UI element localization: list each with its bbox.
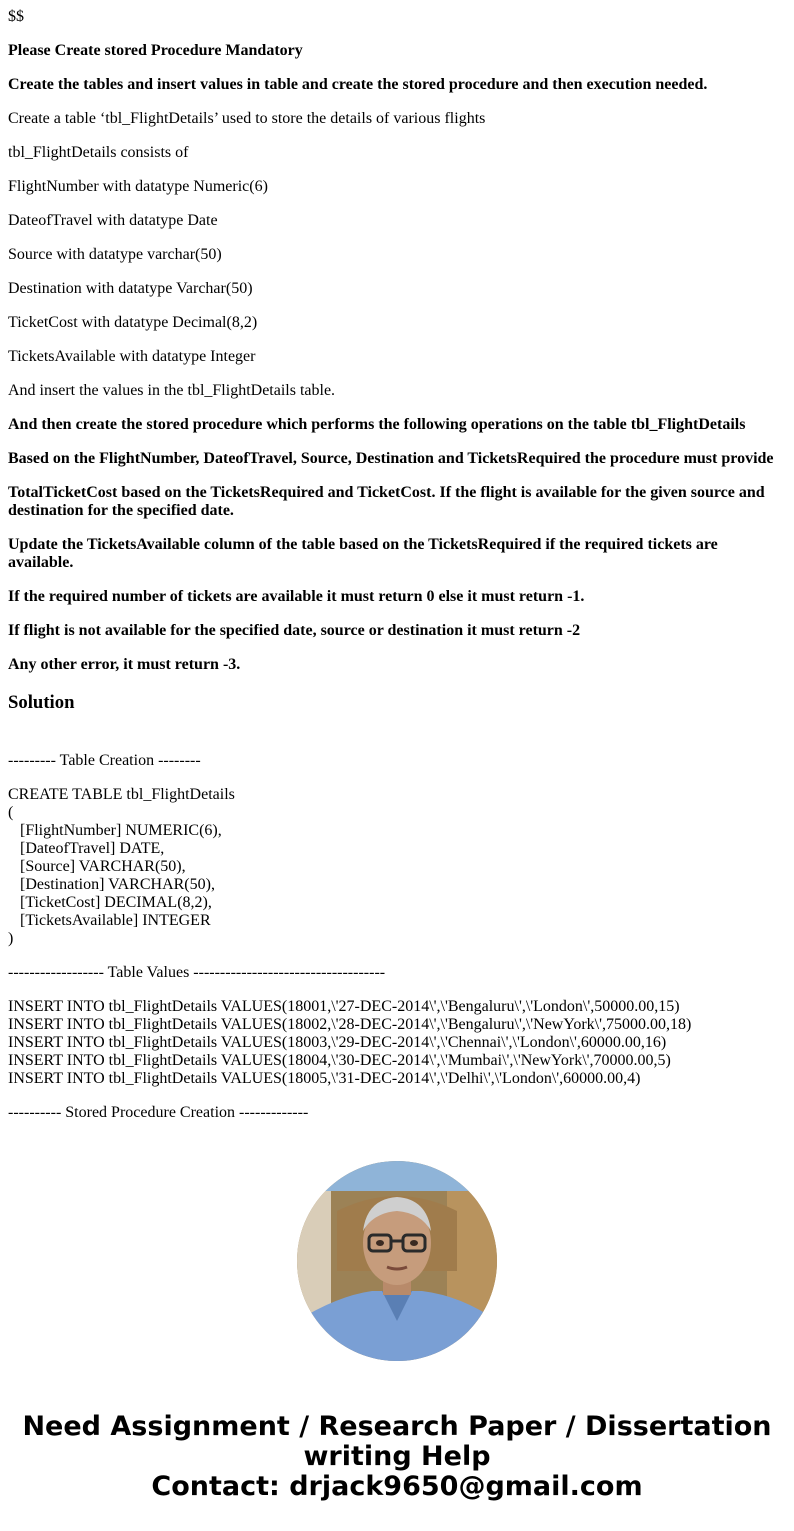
- sp-return-2: If flight is not available for the specified date, source or destination it must return -2: [8, 622, 581, 639]
- column-ticketcost: TicketCost with datatype Decimal(8,2): [8, 314, 258, 331]
- table-creation-label: --------- Table Creation --------: [8, 752, 201, 769]
- create-table-sql: CREATE TABLE tbl_FlightDetails ( [FlightNumber] NUMERIC(6), [DateofTravel] DATE, [Source] VARCHAR(50), [Destination] VARCHAR(50), [TicketCost] DECIMAL(8,2), [TicketsAvailable] INTEGER ): [8, 786, 235, 947]
- solution-heading: Solution: [8, 692, 75, 713]
- cta-line-3: Contact: drjack9650@gmail.com: [151, 1471, 643, 1502]
- sp-inputs: Based on the FlightNumber, DateofTravel, Source, Destination and TicketsRequired the procedure must provide: [8, 450, 774, 467]
- column-flightnumber: FlightNumber with datatype Numeric(6): [8, 178, 268, 195]
- avatar-portrait: [297, 1161, 497, 1361]
- column-ticketsavailable: TicketsAvailable with datatype Integer: [8, 348, 256, 365]
- sp-creation-label: ---------- Stored Procedure Creation -------------: [8, 1104, 309, 1121]
- sp-return-0: If the required number of tickets are available it must return 0 else it must return -1.: [8, 588, 585, 605]
- requirement-mandatory: Please Create stored Procedure Mandatory: [8, 42, 303, 59]
- contact-banner: [0, 1412, 794, 1502]
- doc-marker: $$: [8, 8, 24, 25]
- column-destination: Destination with datatype Varchar(50): [8, 280, 253, 297]
- sp-return-3: Any other error, it must return -3.: [8, 656, 241, 673]
- table-values-label: ------------------ Table Values ------------------------------------: [8, 964, 386, 981]
- insert-instruction: And insert the values in the tbl_FlightDetails table.: [8, 382, 336, 399]
- column-dateoftravel: DateofTravel with datatype Date: [8, 212, 218, 229]
- sp-intro: And then create the stored procedure which performs the following operations on the table tbl_FlightDetails: [8, 416, 746, 433]
- cta-line-1: Need Assignment / Research Paper / Dissertation: [22, 1411, 772, 1442]
- requirement-instructions: Create the tables and insert values in table and create the stored procedure and then execution needed.: [8, 76, 708, 93]
- sp-update: Update the TicketsAvailable column of the table based on the TicketsRequired if the required tickets are available.: [8, 536, 718, 571]
- document-body: [0, 8, 794, 1122]
- sp-total-cost: TotalTicketCost based on the TicketsRequired and TicketCost. If the flight is available for the given source and destination for the specified date.: [8, 484, 765, 519]
- table-consists: tbl_FlightDetails consists of: [8, 144, 189, 161]
- table-intro: Create a table ‘tbl_FlightDetails’ used to store the details of various flights: [8, 110, 486, 127]
- avatar: [297, 1161, 497, 1361]
- insert-sql: INSERT INTO tbl_FlightDetails VALUES(18001,\'27-DEC-2014\',\'Bengaluru\',\'London\',50000.00,15) INSERT INTO tbl_FlightDetails VALUES(18002,\'28-DEC-2014\',\'Bengaluru\',\'NewYork\',75000.00,18) INSERT INTO tbl_FlightDetails VALUES(18003,\'29-DEC-2014\',\'Chennai\',\'London\',60000.00,16) INSERT INTO tbl_FlightDetails VALUES(18004,\'30-DEC-2014\',\'Mumbai\',\'NewYork\',70000.00,5) INSERT INTO tbl_FlightDetails VALUES(18005,\'31-DEC-2014\',\'Delhi\',\'London\',60000.00,4): [8, 998, 692, 1087]
- column-source: Source with datatype varchar(50): [8, 246, 222, 263]
- cta-line-2: writing Help: [303, 1441, 491, 1472]
